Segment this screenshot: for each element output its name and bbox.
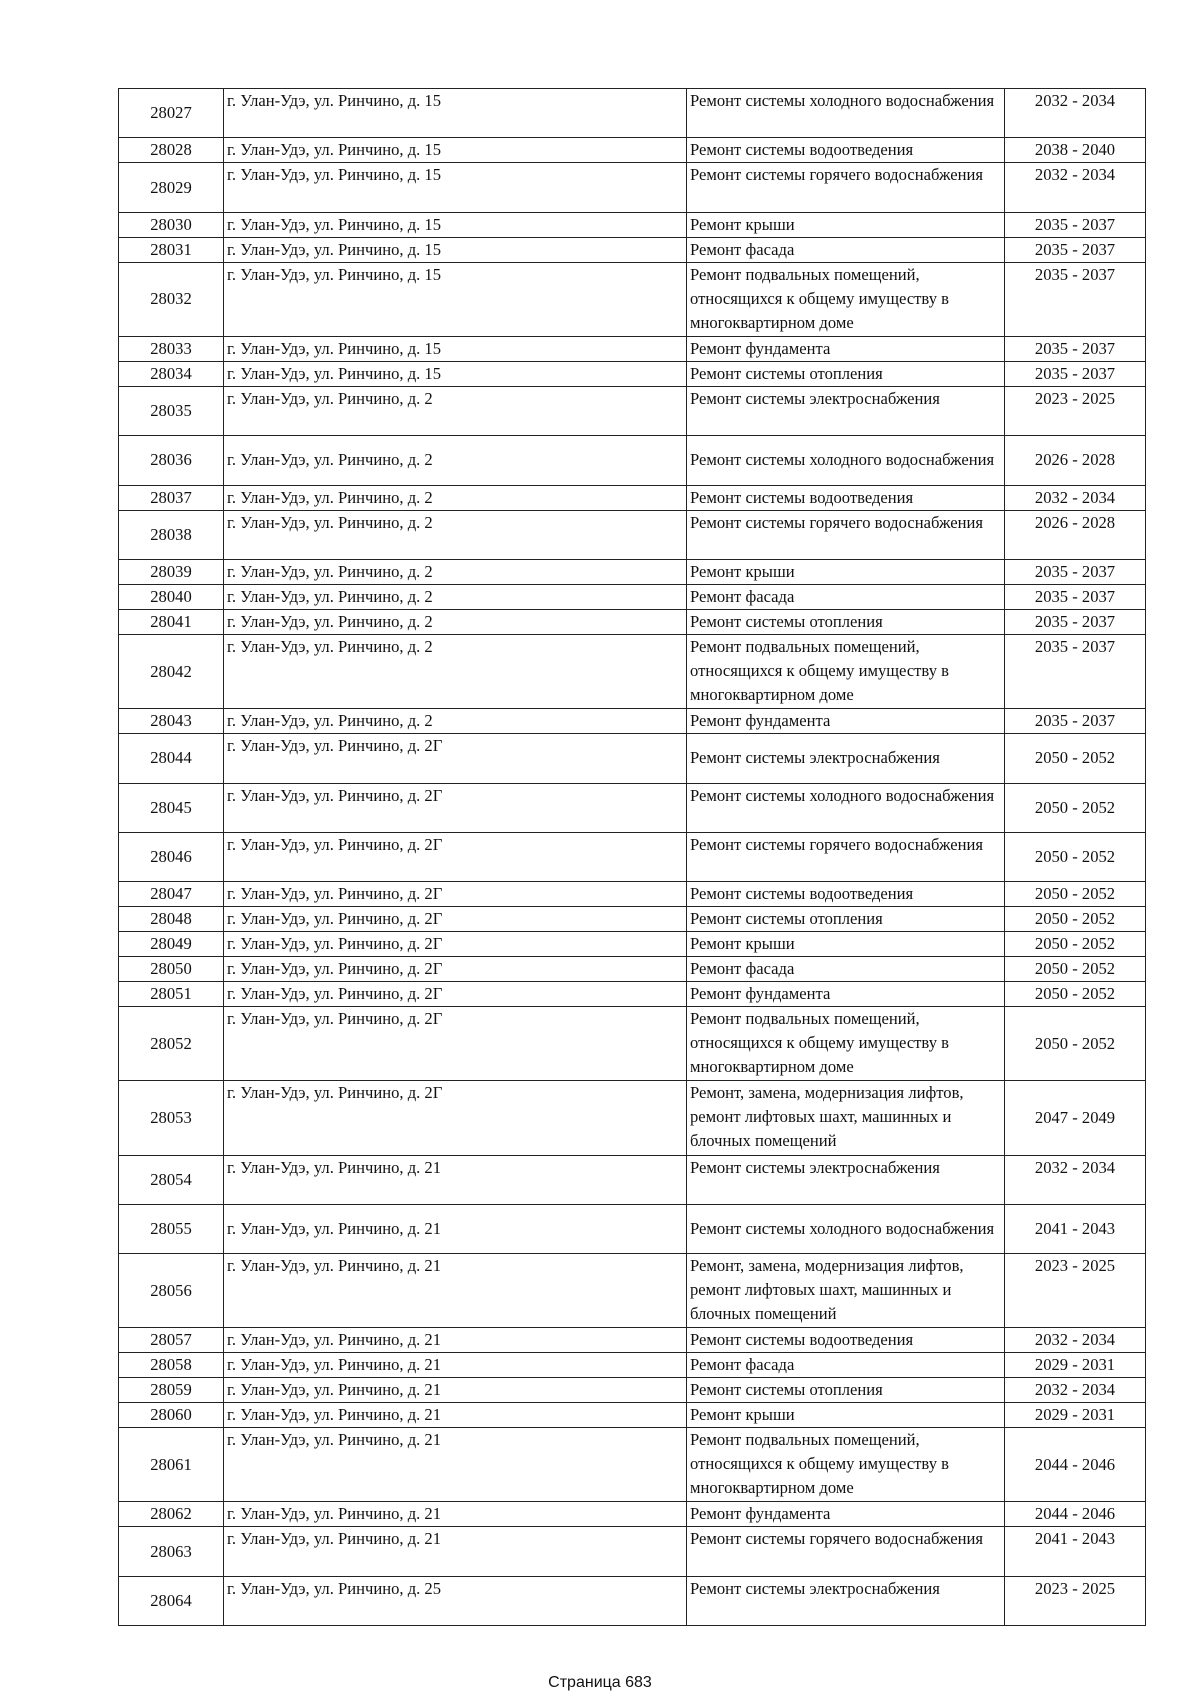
work-type-cell: Ремонт, замена, модернизация лифтов, ремонт лифтовых шахт, машинных и блочных помещений bbox=[687, 1081, 1005, 1155]
period-cell: 2032 - 2034 bbox=[1005, 89, 1146, 138]
work-type-cell: Ремонт системы отопления bbox=[687, 1378, 1005, 1403]
table-row bbox=[119, 1155, 1146, 1204]
period-cell: 2044 - 2046 bbox=[1005, 1502, 1146, 1527]
work-type-cell: Ремонт фундамента bbox=[687, 1502, 1005, 1527]
row-number: 28056 bbox=[119, 1254, 224, 1328]
table-row bbox=[119, 610, 1146, 635]
work-type-cell: Ремонт системы горячего водоснабжения bbox=[687, 832, 1005, 881]
work-type-cell: Ремонт системы электроснабжения bbox=[687, 1155, 1005, 1204]
address-cell: г. Улан-Удэ, ул. Ринчино, д. 2 bbox=[224, 709, 687, 734]
period-cell: 2035 - 2037 bbox=[1005, 262, 1146, 336]
table-row bbox=[119, 361, 1146, 386]
period-cell: 2050 - 2052 bbox=[1005, 957, 1146, 982]
address-cell: г. Улан-Удэ, ул. Ринчино, д. 21 bbox=[224, 1378, 687, 1403]
work-type-cell: Ремонт системы водоотведения bbox=[687, 138, 1005, 163]
address-cell: г. Улан-Удэ, ул. Ринчино, д. 21 bbox=[224, 1254, 687, 1328]
work-type-cell: Ремонт системы горячего водоснабжения bbox=[687, 1527, 1005, 1576]
table-row bbox=[119, 262, 1146, 336]
row-number: 28053 bbox=[119, 1081, 224, 1155]
work-type-cell: Ремонт фундамента bbox=[687, 709, 1005, 734]
address-cell: г. Улан-Удэ, ул. Ринчино, д. 2Г bbox=[224, 882, 687, 907]
period-cell: 2050 - 2052 bbox=[1005, 932, 1146, 957]
row-number: 28044 bbox=[119, 734, 224, 783]
address-cell: г. Улан-Удэ, ул. Ринчино, д. 21 bbox=[224, 1328, 687, 1353]
address-cell: г. Улан-Удэ, ул. Ринчино, д. 15 bbox=[224, 163, 687, 212]
table-row bbox=[119, 1254, 1146, 1328]
period-cell: 2032 - 2034 bbox=[1005, 163, 1146, 212]
table-row bbox=[119, 237, 1146, 262]
period-cell: 2041 - 2043 bbox=[1005, 1527, 1146, 1576]
table-row bbox=[119, 882, 1146, 907]
table-row bbox=[119, 957, 1146, 982]
period-cell: 2035 - 2037 bbox=[1005, 585, 1146, 610]
table-row bbox=[119, 932, 1146, 957]
work-type-cell: Ремонт крыши bbox=[687, 1403, 1005, 1428]
work-type-cell: Ремонт фасада bbox=[687, 237, 1005, 262]
row-number: 28048 bbox=[119, 907, 224, 932]
address-cell: г. Улан-Удэ, ул. Ринчино, д. 2 bbox=[224, 436, 687, 485]
work-type-cell: Ремонт системы водоотведения bbox=[687, 1328, 1005, 1353]
table-row bbox=[119, 1328, 1146, 1353]
work-type-cell: Ремонт системы горячего водоснабжения bbox=[687, 163, 1005, 212]
address-cell: г. Улан-Удэ, ул. Ринчино, д. 2Г bbox=[224, 783, 687, 832]
table-row bbox=[119, 1502, 1146, 1527]
table-row bbox=[119, 734, 1146, 783]
work-type-cell: Ремонт системы холодного водоснабжения bbox=[687, 783, 1005, 832]
row-number: 28051 bbox=[119, 982, 224, 1007]
period-cell: 2032 - 2034 bbox=[1005, 485, 1146, 510]
address-cell: г. Улан-Удэ, ул. Ринчино, д. 2 bbox=[224, 585, 687, 610]
row-number: 28050 bbox=[119, 957, 224, 982]
table-row bbox=[119, 1428, 1146, 1502]
table-row bbox=[119, 982, 1146, 1007]
row-number: 28062 bbox=[119, 1502, 224, 1527]
period-cell: 2035 - 2037 bbox=[1005, 336, 1146, 361]
table-row bbox=[119, 907, 1146, 932]
table-row bbox=[119, 1007, 1146, 1081]
period-cell: 2035 - 2037 bbox=[1005, 635, 1146, 709]
period-cell: 2050 - 2052 bbox=[1005, 783, 1146, 832]
row-number: 28054 bbox=[119, 1155, 224, 1204]
row-number: 28029 bbox=[119, 163, 224, 212]
table-row bbox=[119, 560, 1146, 585]
period-cell: 2035 - 2037 bbox=[1005, 560, 1146, 585]
period-cell: 2044 - 2046 bbox=[1005, 1428, 1146, 1502]
work-type-cell: Ремонт системы холодного водоснабжения bbox=[687, 436, 1005, 485]
table-row bbox=[119, 336, 1146, 361]
period-cell: 2023 - 2025 bbox=[1005, 386, 1146, 435]
period-cell: 2041 - 2043 bbox=[1005, 1204, 1146, 1253]
table-row bbox=[119, 1081, 1146, 1155]
address-cell: г. Улан-Удэ, ул. Ринчино, д. 2 bbox=[224, 610, 687, 635]
row-number: 28041 bbox=[119, 610, 224, 635]
table-row bbox=[119, 585, 1146, 610]
address-cell: г. Улан-Удэ, ул. Ринчино, д. 15 bbox=[224, 237, 687, 262]
address-cell: г. Улан-Удэ, ул. Ринчино, д. 21 bbox=[224, 1428, 687, 1502]
address-cell: г. Улан-Удэ, ул. Ринчино, д. 15 bbox=[224, 138, 687, 163]
address-cell: г. Улан-Удэ, ул. Ринчино, д. 2Г bbox=[224, 1081, 687, 1155]
row-number: 28042 bbox=[119, 635, 224, 709]
row-number: 28059 bbox=[119, 1378, 224, 1403]
table-row bbox=[119, 709, 1146, 734]
row-number: 28027 bbox=[119, 89, 224, 138]
work-type-cell: Ремонт системы отопления bbox=[687, 907, 1005, 932]
period-cell: 2038 - 2040 bbox=[1005, 138, 1146, 163]
row-number: 28038 bbox=[119, 510, 224, 559]
table-row bbox=[119, 1378, 1146, 1403]
row-number: 28043 bbox=[119, 709, 224, 734]
address-cell: г. Улан-Удэ, ул. Ринчино, д. 2 bbox=[224, 560, 687, 585]
page-number: Страница 683 bbox=[548, 1674, 652, 1691]
table-row bbox=[119, 212, 1146, 237]
work-type-cell: Ремонт системы холодного водоснабжения bbox=[687, 89, 1005, 138]
address-cell: г. Улан-Удэ, ул. Ринчино, д. 2Г bbox=[224, 832, 687, 881]
period-cell: 2050 - 2052 bbox=[1005, 907, 1146, 932]
work-type-cell: Ремонт фасада bbox=[687, 1353, 1005, 1378]
address-cell: г. Улан-Удэ, ул. Ринчино, д. 15 bbox=[224, 336, 687, 361]
work-type-cell: Ремонт фасада bbox=[687, 957, 1005, 982]
row-number: 28046 bbox=[119, 832, 224, 881]
row-number: 28063 bbox=[119, 1527, 224, 1576]
period-cell: 2035 - 2037 bbox=[1005, 212, 1146, 237]
work-type-cell: Ремонт системы водоотведения bbox=[687, 882, 1005, 907]
address-cell: г. Улан-Удэ, ул. Ринчино, д. 21 bbox=[224, 1502, 687, 1527]
period-cell: 2029 - 2031 bbox=[1005, 1403, 1146, 1428]
work-type-cell: Ремонт системы электроснабжения bbox=[687, 386, 1005, 435]
work-type-cell: Ремонт подвальных помещений, относящихся к общему имуществу в многоквартирном доме bbox=[687, 1007, 1005, 1081]
work-type-cell: Ремонт фундамента bbox=[687, 982, 1005, 1007]
work-type-cell: Ремонт крыши bbox=[687, 560, 1005, 585]
address-cell: г. Улан-Удэ, ул. Ринчино, д. 2 bbox=[224, 485, 687, 510]
period-cell: 2032 - 2034 bbox=[1005, 1328, 1146, 1353]
address-cell: г. Улан-Удэ, ул. Ринчино, д. 21 bbox=[224, 1204, 687, 1253]
table-row bbox=[119, 1353, 1146, 1378]
row-number: 28060 bbox=[119, 1403, 224, 1428]
work-type-cell: Ремонт фасада bbox=[687, 585, 1005, 610]
address-cell: г. Улан-Удэ, ул. Ринчино, д. 2Г bbox=[224, 907, 687, 932]
work-type-cell: Ремонт крыши bbox=[687, 932, 1005, 957]
row-number: 28045 bbox=[119, 783, 224, 832]
table-row bbox=[119, 485, 1146, 510]
period-cell: 2050 - 2052 bbox=[1005, 882, 1146, 907]
address-cell: г. Улан-Удэ, ул. Ринчино, д. 2Г bbox=[224, 982, 687, 1007]
table-row bbox=[119, 89, 1146, 138]
period-cell: 2023 - 2025 bbox=[1005, 1576, 1146, 1625]
row-number: 28031 bbox=[119, 237, 224, 262]
row-number: 28049 bbox=[119, 932, 224, 957]
address-cell: г. Улан-Удэ, ул. Ринчино, д. 2 bbox=[224, 386, 687, 435]
work-type-cell: Ремонт подвальных помещений, относящихся к общему имуществу в многоквартирном доме bbox=[687, 262, 1005, 336]
row-number: 28061 bbox=[119, 1428, 224, 1502]
period-cell: 2032 - 2034 bbox=[1005, 1378, 1146, 1403]
work-type-cell: Ремонт системы отопления bbox=[687, 361, 1005, 386]
period-cell: 2035 - 2037 bbox=[1005, 361, 1146, 386]
row-number: 28058 bbox=[119, 1353, 224, 1378]
row-number: 28036 bbox=[119, 436, 224, 485]
row-number: 28052 bbox=[119, 1007, 224, 1081]
table-row bbox=[119, 386, 1146, 435]
row-number: 28037 bbox=[119, 485, 224, 510]
work-type-cell: Ремонт системы электроснабжения bbox=[687, 1576, 1005, 1625]
table-row bbox=[119, 783, 1146, 832]
period-cell: 2047 - 2049 bbox=[1005, 1081, 1146, 1155]
table-row bbox=[119, 1204, 1146, 1253]
table-row bbox=[119, 436, 1146, 485]
period-cell: 2050 - 2052 bbox=[1005, 982, 1146, 1007]
period-cell: 2050 - 2052 bbox=[1005, 832, 1146, 881]
row-number: 28034 bbox=[119, 361, 224, 386]
row-number: 28028 bbox=[119, 138, 224, 163]
period-cell: 2035 - 2037 bbox=[1005, 709, 1146, 734]
address-cell: г. Улан-Удэ, ул. Ринчино, д. 15 bbox=[224, 89, 687, 138]
work-type-cell: Ремонт системы водоотведения bbox=[687, 485, 1005, 510]
period-cell: 2023 - 2025 bbox=[1005, 1254, 1146, 1328]
address-cell: г. Улан-Удэ, ул. Ринчино, д. 2 bbox=[224, 635, 687, 709]
work-type-cell: Ремонт, замена, модернизация лифтов, ремонт лифтовых шахт, машинных и блочных помещений bbox=[687, 1254, 1005, 1328]
period-cell: 2029 - 2031 bbox=[1005, 1353, 1146, 1378]
row-number: 28040 bbox=[119, 585, 224, 610]
address-cell: г. Улан-Удэ, ул. Ринчино, д. 15 bbox=[224, 212, 687, 237]
table-body bbox=[119, 89, 1146, 1626]
table-row bbox=[119, 1403, 1146, 1428]
period-cell: 2035 - 2037 bbox=[1005, 237, 1146, 262]
address-cell: г. Улан-Удэ, ул. Ринчино, д. 2 bbox=[224, 510, 687, 559]
row-number: 28055 bbox=[119, 1204, 224, 1253]
address-cell: г. Улан-Удэ, ул. Ринчино, д. 25 bbox=[224, 1576, 687, 1625]
period-cell: 2032 - 2034 bbox=[1005, 1155, 1146, 1204]
table-row bbox=[119, 1527, 1146, 1576]
period-cell: 2026 - 2028 bbox=[1005, 436, 1146, 485]
period-cell: 2050 - 2052 bbox=[1005, 734, 1146, 783]
work-type-cell: Ремонт системы отопления bbox=[687, 610, 1005, 635]
period-cell: 2035 - 2037 bbox=[1005, 610, 1146, 635]
address-cell: г. Улан-Удэ, ул. Ринчино, д. 15 bbox=[224, 361, 687, 386]
work-type-cell: Ремонт фундамента bbox=[687, 336, 1005, 361]
row-number: 28032 bbox=[119, 262, 224, 336]
table-row bbox=[119, 163, 1146, 212]
address-cell: г. Улан-Удэ, ул. Ринчино, д. 21 bbox=[224, 1527, 687, 1576]
row-number: 28039 bbox=[119, 560, 224, 585]
table-row bbox=[119, 635, 1146, 709]
work-type-cell: Ремонт крыши bbox=[687, 212, 1005, 237]
table-row bbox=[119, 510, 1146, 559]
row-number: 28064 bbox=[119, 1576, 224, 1625]
address-cell: г. Улан-Удэ, ул. Ринчино, д. 21 bbox=[224, 1155, 687, 1204]
row-number: 28047 bbox=[119, 882, 224, 907]
period-cell: 2050 - 2052 bbox=[1005, 1007, 1146, 1081]
period-cell: 2026 - 2028 bbox=[1005, 510, 1146, 559]
address-cell: г. Улан-Удэ, ул. Ринчино, д. 2Г bbox=[224, 1007, 687, 1081]
address-cell: г. Улан-Удэ, ул. Ринчино, д. 2Г bbox=[224, 932, 687, 957]
work-type-cell: Ремонт подвальных помещений, относящихся к общему имуществу в многоквартирном доме bbox=[687, 1428, 1005, 1502]
table-row bbox=[119, 138, 1146, 163]
row-number: 28035 bbox=[119, 386, 224, 435]
work-type-cell: Ремонт подвальных помещений, относящихся к общему имуществу в многоквартирном доме bbox=[687, 635, 1005, 709]
work-type-cell: Ремонт системы электроснабжения bbox=[687, 734, 1005, 783]
work-type-cell: Ремонт системы горячего водоснабжения bbox=[687, 510, 1005, 559]
work-type-cell: Ремонт системы холодного водоснабжения bbox=[687, 1204, 1005, 1253]
row-number: 28057 bbox=[119, 1328, 224, 1353]
address-cell: г. Улан-Удэ, ул. Ринчино, д. 21 bbox=[224, 1403, 687, 1428]
table-row bbox=[119, 1576, 1146, 1625]
row-number: 28030 bbox=[119, 212, 224, 237]
table-row bbox=[119, 832, 1146, 881]
address-cell: г. Улан-Удэ, ул. Ринчино, д. 2Г bbox=[224, 957, 687, 982]
address-cell: г. Улан-Удэ, ул. Ринчино, д. 21 bbox=[224, 1353, 687, 1378]
address-cell: г. Улан-Удэ, ул. Ринчино, д. 2Г bbox=[224, 734, 687, 783]
row-number: 28033 bbox=[119, 336, 224, 361]
address-cell: г. Улан-Удэ, ул. Ринчино, д. 15 bbox=[224, 262, 687, 336]
repair-schedule-table bbox=[118, 88, 1146, 1626]
